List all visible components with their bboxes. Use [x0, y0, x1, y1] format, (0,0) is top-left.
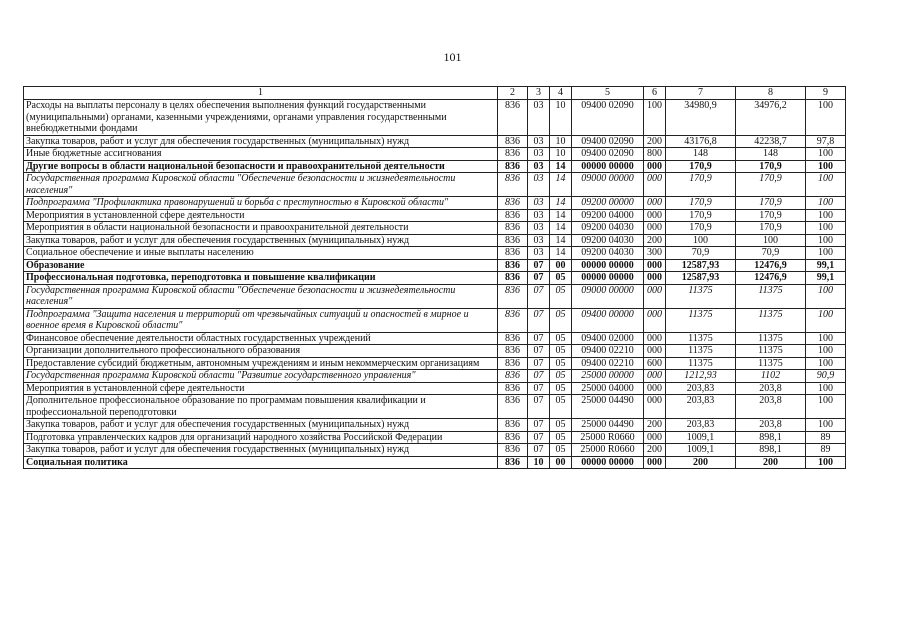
row-type-cell: 200	[644, 135, 666, 148]
row-subsection-cell: 14	[550, 209, 572, 222]
row-subsection-cell: 05	[550, 444, 572, 457]
row-percent-cell: 100	[806, 456, 846, 469]
header-cell: 9	[806, 87, 846, 100]
row-code-cell: 836	[498, 382, 528, 395]
row-section-cell: 03	[528, 247, 550, 260]
table-row	[24, 419, 846, 432]
row-code-cell: 836	[498, 272, 528, 285]
table-row	[24, 395, 846, 419]
table-row	[24, 444, 846, 457]
row-subsection-cell: 05	[550, 395, 572, 419]
row-percent-cell: 100	[806, 209, 846, 222]
row-name-cell: Профессиональная подготовка, переподготовка и повышение квалификации	[24, 272, 498, 285]
row-planned-cell: 1009,1	[666, 431, 736, 444]
row-subsection-cell: 14	[550, 197, 572, 210]
row-name-cell: Закупка товаров, работ и услуг для обеспечения государственных (муниципальных) нужд	[24, 419, 498, 432]
row-type-cell: 000	[644, 345, 666, 358]
row-section-cell: 07	[528, 370, 550, 383]
row-type-cell: 000	[644, 197, 666, 210]
row-planned-cell: 203,83	[666, 395, 736, 419]
row-section-cell: 03	[528, 160, 550, 173]
row-target-cell: 09400 02090	[572, 148, 644, 161]
row-actual-cell: 11375	[736, 308, 806, 332]
row-percent-cell: 97,8	[806, 135, 846, 148]
row-subsection-cell: 05	[550, 357, 572, 370]
row-target-cell: 25000 04490	[572, 419, 644, 432]
header-cell: 4	[550, 87, 572, 100]
table-row	[24, 259, 846, 272]
row-type-cell: 000	[644, 332, 666, 345]
row-percent-cell: 99,1	[806, 259, 846, 272]
table-row	[24, 308, 846, 332]
row-code-cell: 836	[498, 247, 528, 260]
row-planned-cell: 11375	[666, 332, 736, 345]
row-code-cell: 836	[498, 395, 528, 419]
row-code-cell: 836	[498, 345, 528, 358]
row-percent-cell: 89	[806, 444, 846, 457]
row-actual-cell: 1102	[736, 370, 806, 383]
row-planned-cell: 170,9	[666, 160, 736, 173]
row-target-cell: 09400 02210	[572, 357, 644, 370]
row-planned-cell: 12587,93	[666, 272, 736, 285]
row-percent-cell: 100	[806, 247, 846, 260]
table-row	[24, 382, 846, 395]
row-planned-cell: 70,9	[666, 247, 736, 260]
row-code-cell: 836	[498, 308, 528, 332]
row-planned-cell: 11375	[666, 345, 736, 358]
row-actual-cell: 203,8	[736, 419, 806, 432]
row-actual-cell: 70,9	[736, 247, 806, 260]
row-section-cell: 07	[528, 345, 550, 358]
row-code-cell: 836	[498, 100, 528, 136]
row-code-cell: 836	[498, 222, 528, 235]
row-planned-cell: 11375	[666, 308, 736, 332]
table-row	[24, 135, 846, 148]
header-cell: 3	[528, 87, 550, 100]
row-subsection-cell: 10	[550, 148, 572, 161]
row-type-cell: 000	[644, 308, 666, 332]
table-row	[24, 456, 846, 469]
header-cell: 5	[572, 87, 644, 100]
row-code-cell: 836	[498, 173, 528, 197]
row-name-cell: Закупка товаров, работ и услуг для обеспечения государственных (муниципальных) нужд	[24, 234, 498, 247]
row-subsection-cell: 14	[550, 247, 572, 260]
row-name-cell: Иные бюджетные ассигнования	[24, 148, 498, 161]
row-target-cell: 25000 00000	[572, 370, 644, 383]
row-actual-cell: 34976,2	[736, 100, 806, 136]
header-cell: 1	[24, 87, 498, 100]
table-row	[24, 100, 846, 136]
row-actual-cell: 170,9	[736, 160, 806, 173]
row-section-cell: 07	[528, 284, 550, 308]
row-subsection-cell: 05	[550, 308, 572, 332]
row-section-cell: 03	[528, 209, 550, 222]
row-type-cell: 000	[644, 259, 666, 272]
row-section-cell: 07	[528, 308, 550, 332]
row-type-cell: 300	[644, 247, 666, 260]
row-subsection-cell: 14	[550, 173, 572, 197]
table-row	[24, 209, 846, 222]
row-subsection-cell: 05	[550, 332, 572, 345]
row-planned-cell: 170,9	[666, 209, 736, 222]
table-row	[24, 357, 846, 370]
row-code-cell: 836	[498, 332, 528, 345]
row-type-cell: 000	[644, 160, 666, 173]
row-target-cell: 25000 04490	[572, 395, 644, 419]
row-percent-cell: 100	[806, 148, 846, 161]
row-section-cell: 03	[528, 173, 550, 197]
row-target-cell: 09200 04030	[572, 247, 644, 260]
row-section-cell: 07	[528, 431, 550, 444]
table-row	[24, 222, 846, 235]
row-percent-cell: 100	[806, 345, 846, 358]
table-row	[24, 431, 846, 444]
row-actual-cell: 170,9	[736, 209, 806, 222]
row-code-cell: 836	[498, 209, 528, 222]
row-actual-cell: 200	[736, 456, 806, 469]
row-type-cell: 000	[644, 395, 666, 419]
row-actual-cell: 12476,9	[736, 272, 806, 285]
row-planned-cell: 148	[666, 148, 736, 161]
row-type-cell: 000	[644, 222, 666, 235]
table-row	[24, 345, 846, 358]
row-percent-cell: 100	[806, 222, 846, 235]
row-section-cell: 03	[528, 135, 550, 148]
row-actual-cell: 203,8	[736, 382, 806, 395]
row-subsection-cell: 14	[550, 160, 572, 173]
row-subsection-cell: 00	[550, 456, 572, 469]
row-percent-cell: 100	[806, 382, 846, 395]
header-cell: 8	[736, 87, 806, 100]
row-percent-cell: 100	[806, 332, 846, 345]
row-target-cell: 25000 04000	[572, 382, 644, 395]
row-name-cell: Социальная политика	[24, 456, 498, 469]
row-planned-cell: 200	[666, 456, 736, 469]
row-actual-cell: 11375	[736, 345, 806, 358]
row-subsection-cell: 05	[550, 272, 572, 285]
row-percent-cell: 100	[806, 284, 846, 308]
row-code-cell: 836	[498, 259, 528, 272]
row-name-cell: Подпрограмма "Защита населения и территорий от чрезвычайных ситуаций и опасностей в мирное и военное время в Кировской области"	[24, 308, 498, 332]
row-name-cell: Организации дополнительного профессионального образования	[24, 345, 498, 358]
row-code-cell: 836	[498, 370, 528, 383]
row-subsection-cell: 10	[550, 100, 572, 136]
budget-table	[23, 86, 846, 469]
row-name-cell: Закупка товаров, работ и услуг для обеспечения государственных (муниципальных) нужд	[24, 135, 498, 148]
row-percent-cell: 100	[806, 308, 846, 332]
row-section-cell: 03	[528, 148, 550, 161]
row-subsection-cell: 00	[550, 259, 572, 272]
row-section-cell: 07	[528, 272, 550, 285]
row-code-cell: 836	[498, 419, 528, 432]
row-target-cell: 09400 02210	[572, 345, 644, 358]
row-planned-cell: 170,9	[666, 173, 736, 197]
header-cell: 7	[666, 87, 736, 100]
row-percent-cell: 100	[806, 160, 846, 173]
row-target-cell: 00000 00000	[572, 259, 644, 272]
row-type-cell: 000	[644, 431, 666, 444]
row-target-cell: 00000 00000	[572, 160, 644, 173]
row-type-cell: 000	[644, 382, 666, 395]
row-subsection-cell: 14	[550, 234, 572, 247]
row-code-cell: 836	[498, 197, 528, 210]
row-subsection-cell: 05	[550, 370, 572, 383]
row-subsection-cell: 14	[550, 222, 572, 235]
row-type-cell: 000	[644, 370, 666, 383]
row-percent-cell: 89	[806, 431, 846, 444]
row-target-cell: 09000 00000	[572, 173, 644, 197]
row-planned-cell: 1212,93	[666, 370, 736, 383]
row-planned-cell: 43176,8	[666, 135, 736, 148]
row-code-cell: 836	[498, 357, 528, 370]
page-number: 101	[443, 50, 462, 64]
row-actual-cell: 148	[736, 148, 806, 161]
table-row	[24, 284, 846, 308]
row-section-cell: 07	[528, 419, 550, 432]
row-section-cell: 07	[528, 382, 550, 395]
table-row	[24, 197, 846, 210]
row-planned-cell: 12587,93	[666, 259, 736, 272]
row-planned-cell: 203,83	[666, 419, 736, 432]
row-target-cell: 09400 00000	[572, 308, 644, 332]
row-name-cell: Другие вопросы в области национальной безопасности и правоохранительной деятельности	[24, 160, 498, 173]
row-percent-cell: 100	[806, 173, 846, 197]
row-target-cell: 09200 04000	[572, 209, 644, 222]
row-actual-cell: 11375	[736, 332, 806, 345]
row-planned-cell: 170,9	[666, 197, 736, 210]
row-section-cell: 10	[528, 456, 550, 469]
row-percent-cell: 90,9	[806, 370, 846, 383]
row-target-cell: 09400 02090	[572, 135, 644, 148]
row-subsection-cell: 05	[550, 345, 572, 358]
row-target-cell: 09200 04030	[572, 234, 644, 247]
row-type-cell: 200	[644, 444, 666, 457]
row-type-cell: 000	[644, 272, 666, 285]
row-planned-cell: 34980,9	[666, 100, 736, 136]
row-section-cell: 03	[528, 197, 550, 210]
row-type-cell: 000	[644, 284, 666, 308]
row-actual-cell: 42238,7	[736, 135, 806, 148]
row-actual-cell: 170,9	[736, 173, 806, 197]
row-code-cell: 836	[498, 135, 528, 148]
row-subsection-cell: 05	[550, 431, 572, 444]
row-name-cell: Подготовка управленческих кадров для организаций народного хозяйства Российской Федерации	[24, 431, 498, 444]
table-row	[24, 332, 846, 345]
row-target-cell: 25000 R0660	[572, 431, 644, 444]
row-target-cell: 09200 00000	[572, 197, 644, 210]
row-type-cell: 600	[644, 357, 666, 370]
row-actual-cell: 170,9	[736, 197, 806, 210]
row-type-cell: 000	[644, 173, 666, 197]
row-percent-cell: 100	[806, 357, 846, 370]
table-row	[24, 160, 846, 173]
row-subsection-cell: 05	[550, 419, 572, 432]
row-actual-cell: 170,9	[736, 222, 806, 235]
row-target-cell: 09400 02090	[572, 100, 644, 136]
table-row	[24, 272, 846, 285]
table-row	[24, 173, 846, 197]
row-subsection-cell: 05	[550, 284, 572, 308]
row-actual-cell: 898,1	[736, 444, 806, 457]
row-code-cell: 836	[498, 284, 528, 308]
row-percent-cell: 99,1	[806, 272, 846, 285]
row-type-cell: 200	[644, 419, 666, 432]
row-code-cell: 836	[498, 160, 528, 173]
row-percent-cell: 100	[806, 234, 846, 247]
row-name-cell: Расходы на выплаты персоналу в целях обеспечения выполнения функций государственными (муниципальными) органами, казенными учреждениями, органами управления государственными внебюджетными фондами	[24, 100, 498, 136]
row-section-cell: 07	[528, 259, 550, 272]
row-type-cell: 200	[644, 234, 666, 247]
row-name-cell: Государственная программа Кировской области "Обеспечение безопасности и жизнедеятельности населения"	[24, 173, 498, 197]
row-code-cell: 836	[498, 444, 528, 457]
row-name-cell: Социальное обеспечение и иные выплаты населению	[24, 247, 498, 260]
row-code-cell: 836	[498, 234, 528, 247]
row-code-cell: 836	[498, 148, 528, 161]
row-percent-cell: 100	[806, 100, 846, 136]
row-section-cell: 07	[528, 357, 550, 370]
row-target-cell: 09200 04030	[572, 222, 644, 235]
row-actual-cell: 12476,9	[736, 259, 806, 272]
header-row	[24, 87, 846, 100]
row-name-cell: Мероприятия в области национальной безопасности и правоохранительной деятельности	[24, 222, 498, 235]
row-planned-cell: 11375	[666, 357, 736, 370]
row-type-cell: 000	[644, 209, 666, 222]
row-name-cell: Финансовое обеспечение деятельности областных государственных учреждений	[24, 332, 498, 345]
header-cell: 6	[644, 87, 666, 100]
row-planned-cell: 170,9	[666, 222, 736, 235]
row-actual-cell: 898,1	[736, 431, 806, 444]
row-percent-cell: 100	[806, 197, 846, 210]
row-section-cell: 03	[528, 234, 550, 247]
row-section-cell: 03	[528, 100, 550, 136]
header-cell: 2	[498, 87, 528, 100]
row-actual-cell: 11375	[736, 284, 806, 308]
row-actual-cell: 203,8	[736, 395, 806, 419]
row-section-cell: 07	[528, 395, 550, 419]
row-percent-cell: 100	[806, 395, 846, 419]
row-target-cell: 09400 02000	[572, 332, 644, 345]
row-name-cell: Государственная программа Кировской области "Развитие государственного управления"	[24, 370, 498, 383]
table-row	[24, 148, 846, 161]
row-planned-cell: 100	[666, 234, 736, 247]
row-target-cell: 25000 R0660	[572, 444, 644, 457]
row-name-cell: Образование	[24, 259, 498, 272]
row-code-cell: 836	[498, 456, 528, 469]
row-name-cell: Мероприятия в установленной сфере деятельности	[24, 382, 498, 395]
row-name-cell: Государственная программа Кировской области "Обеспечение безопасности и жизнедеятельности населения"	[24, 284, 498, 308]
row-percent-cell: 100	[806, 419, 846, 432]
row-name-cell: Подпрограмма "Профилактика правонарушений и борьба с преступностью в Кировской области"	[24, 197, 498, 210]
table-row	[24, 370, 846, 383]
table-row	[24, 234, 846, 247]
row-target-cell: 00000 00000	[572, 456, 644, 469]
row-actual-cell: 11375	[736, 357, 806, 370]
row-type-cell: 000	[644, 456, 666, 469]
row-type-cell: 100	[644, 100, 666, 136]
row-name-cell: Дополнительное профессиональное образование по программам повышения квалификации и профессиональной переподготовки	[24, 395, 498, 419]
row-subsection-cell: 10	[550, 135, 572, 148]
row-planned-cell: 11375	[666, 284, 736, 308]
row-section-cell: 07	[528, 444, 550, 457]
row-subsection-cell: 05	[550, 382, 572, 395]
row-planned-cell: 1009,1	[666, 444, 736, 457]
table-row	[24, 247, 846, 260]
table-body	[24, 87, 846, 469]
row-code-cell: 836	[498, 431, 528, 444]
row-name-cell: Закупка товаров, работ и услуг для обеспечения государственных (муниципальных) нужд	[24, 444, 498, 457]
row-name-cell: Предоставление субсидий бюджетным, автономным учреждениям и иным некоммерческим организациям	[24, 357, 498, 370]
row-name-cell: Мероприятия в установленной сфере деятельности	[24, 209, 498, 222]
row-type-cell: 800	[644, 148, 666, 161]
row-section-cell: 07	[528, 332, 550, 345]
row-planned-cell: 203,83	[666, 382, 736, 395]
row-section-cell: 03	[528, 222, 550, 235]
row-target-cell: 09000 00000	[572, 284, 644, 308]
row-actual-cell: 100	[736, 234, 806, 247]
row-target-cell: 00000 00000	[572, 272, 644, 285]
